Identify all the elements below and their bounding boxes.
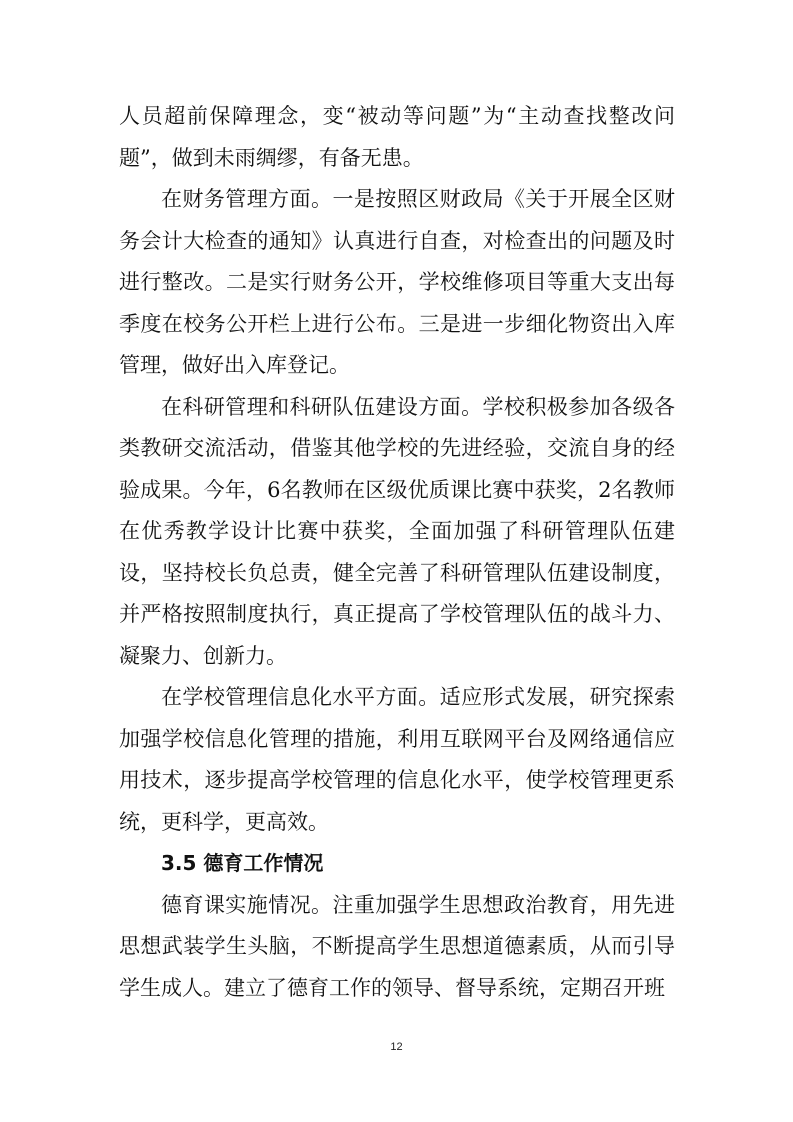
- paragraph-moral-education: 德育课实施情况。注重加强学生思想政治教育，用先进思想武装学生头脑，不断提高学生思想道德素质，从而引导学生成人。建立了德育工作的领导、督导系统，定期召开班: [119, 892, 675, 1000]
- body-text: [119, 96, 675, 1009]
- paragraph-research-management: 在科研管理和科研队伍建设方面。学校积极参加各级各类教研交流活动，借鉴其他学校的先进经验，交流自身的经验成果。今年，6名教师在区级优质课比赛中获奖，2名教师在优秀教学设计比赛中获奖，全面加强了科研管理队伍建设，坚持校长负总责，健全完善了科研管理队伍建设制度，并严格按照制度执行，真正提高了学校管理队伍的战斗力、凝聚力、创新力。: [119, 394, 675, 668]
- paragraph-continuation: 人员超前保障理念，变“被动等问题”为“主动查找整改问题”，做到未雨绸缪，有备无患。: [119, 104, 675, 170]
- page-number: 12: [390, 1041, 403, 1053]
- paragraph-finance-management: 在财务管理方面。一是按照区财政局《关于开展全区财务会计大检查的通知》认真进行自查，对检查出的问题及时进行整改。二是实行财务公开，学校维修项目等重大支出每季度在校务公开栏上进行公布。三是进一步细化物资出入库管理，做好出入库登记。: [119, 187, 675, 377]
- paragraph-informatization: 在学校管理信息化水平方面。适应形式发展，研究探索加强学校信息化管理的措施，利用互联网平台及网络通信应用技术，逐步提高学校管理的信息化水平，使学校管理更系统，更科学，更高效。: [119, 685, 675, 834]
- section-heading-moral-education: 3.5 德育工作情况: [161, 851, 324, 875]
